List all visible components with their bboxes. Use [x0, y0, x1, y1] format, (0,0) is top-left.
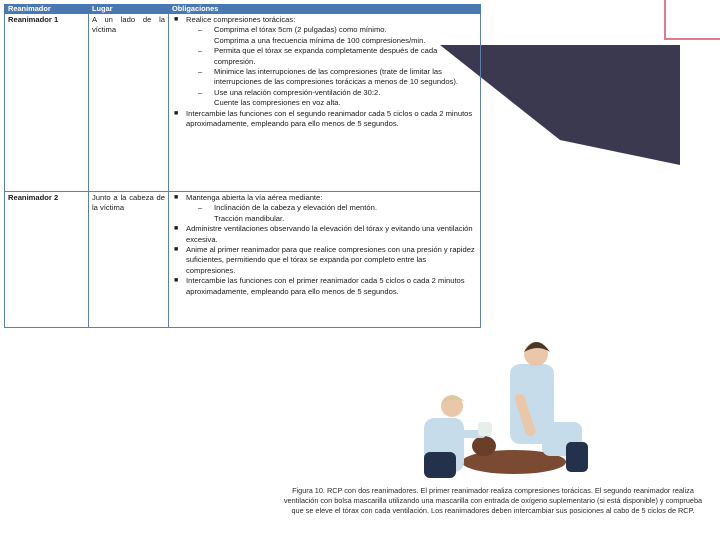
duty-item: ■ Anime al primer reanimador para que realice compresiones con una presión y rapidez suficientes, permitiendo que el tórax se expanda por completo entre las compresiones.: [174, 245, 475, 275]
role-cell: Reanimador 2: [5, 192, 89, 328]
place-cell: Junto a la cabeza de la víctima: [89, 192, 169, 328]
duty-item: ■ Intercambie las funciones con el segundo reanimador cada 5 ciclos o cada 2 minutos aproximadamente, empleando para ello menos de 5 segundos.: [174, 108, 473, 129]
bullet-icon: ■: [174, 194, 179, 201]
header-place: Lugar: [89, 5, 169, 14]
bullet-icon: ■: [174, 109, 179, 117]
bullet-icon: ■: [174, 225, 179, 233]
duties-cell: [169, 192, 481, 328]
duty-item: ■ Intercambie las funciones con el primer reanimador cada 5 ciclos o cada 2 minutos aproximadamente, empleando para ello menos de 5 segundos.: [174, 276, 465, 296]
table-row: [5, 14, 481, 192]
figure-caption: Figura 10. RCP con dos reanimadores. El primer reanimador realiza compresiones torácicas. El segundo reanimador realiza ventilación con bolsa mascarilla utilizando una mascarilla con entrada de oxígeno suplementario (si está disponible) y comprueba que se eleve el tórax con cada ventilación. Los reanimadores deben intercambiar sus posiciones al cabo de 5 ciclos de RCP.: [283, 486, 703, 516]
two-rescuer-cpr-illustration: [418, 334, 602, 482]
bullet-icon: ■: [174, 246, 179, 254]
table-row: [5, 192, 481, 328]
sub-duty-item: – Use una relación compresión-ventilación de 30:2.: [198, 87, 381, 97]
sub-duty-item: – Permita que el tórax se expanda completamente después de cada compresión.: [198, 46, 438, 66]
duty-item: ■ Mantenga abierta la vía aérea mediante: – Inclinación de la cabeza y elevación del mentón. Tracción mandibular.: [172, 193, 477, 224]
sub-duty-item: – Minimice las interrupciones de las compresiones (trate de limitar las interrupciones de las compresiones torácicas a menos de 10 segundos).: [198, 67, 458, 87]
sub-duty-line: Cuente las compresiones en voz alta.: [214, 98, 341, 108]
sub-duty-item: – Inclinación de la cabeza y elevación del mentón.: [198, 203, 377, 213]
role-cell: Reanimador 1: [5, 14, 89, 192]
header-rescuer: Reanimador: [5, 5, 89, 14]
rescuer-roles-table: [4, 4, 481, 328]
duty-item: ■ Administre ventilaciones observando la elevación del tórax y evitando una ventilación excesiva.: [174, 224, 473, 244]
header-duties: Obligaciones: [169, 5, 481, 14]
sub-duty-line: Tracción mandibular.: [214, 213, 285, 223]
slide-accent-frame: [664, 0, 720, 40]
sub-duty-line: Comprima a una frecuencia mínima de 100 compresiones/min.: [214, 35, 426, 45]
duties-cell: [169, 14, 481, 192]
table-header-row: [5, 5, 481, 14]
duty-item: ■ Realice compresiones torácicas: – Comprima el tórax 5cm (2 pulgadas) como mínimo. Comprima a una frecuencia mínima de 100 compresiones/min. – Permita que el tórax se expanda completamente después de cada compresión. – Minimice las interrupciones de las compresiones (trate de limitar las interrupciones de las compresiones torácicas a menos de 10 segundos). – Use una relación compresión-ventilación de 30:2. Cuente las compresiones en voz alta.: [172, 15, 477, 109]
bullet-icon: ■: [174, 16, 179, 23]
sub-duty-item: – Comprima el tórax 5cm (2 pulgadas) como mínimo.: [198, 25, 387, 35]
place-cell: A un lado de la víctima: [89, 14, 169, 192]
bullet-icon: ■: [174, 277, 179, 285]
